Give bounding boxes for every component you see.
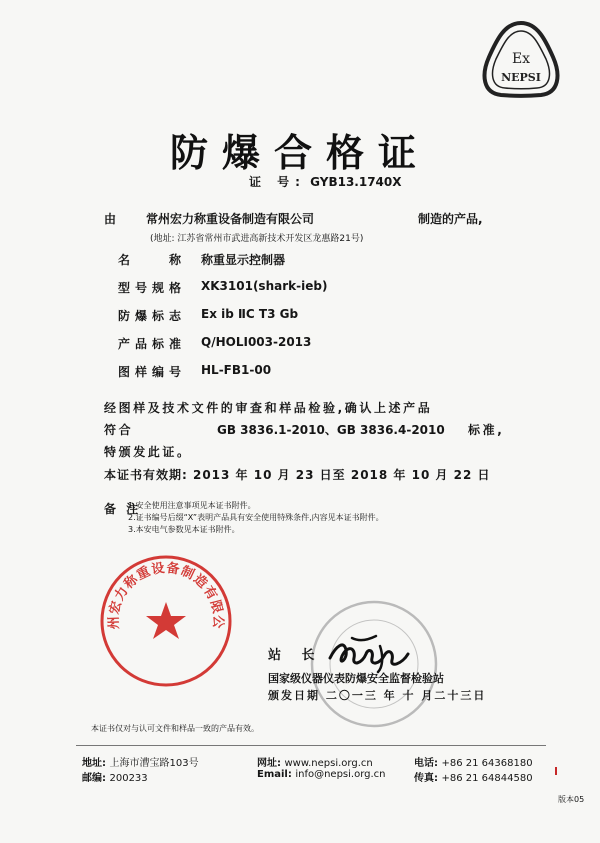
footer-website-label: 网址: xyxy=(257,758,281,769)
manufacturer-name: 常州宏力称重设备制造有限公司 xyxy=(146,212,315,226)
station-name: 国家级仪器仪表防爆安全监督检验站 xyxy=(268,672,444,685)
footer-zip xyxy=(82,769,148,784)
statement-line-2-suffix: 标准, xyxy=(468,423,505,437)
footer-phone-value: +86 21 64368180 xyxy=(441,758,533,769)
notes-list xyxy=(128,500,384,536)
field-value-standard: Q/HOLI003-2013 xyxy=(201,335,312,349)
certificate-number-label: 证 号: xyxy=(249,175,306,189)
footer-zip-label: 邮编: xyxy=(82,773,106,784)
footer-website-value: www.nepsi.org.cn xyxy=(284,758,373,769)
footer-phone-label: 电话: xyxy=(414,758,438,769)
statement-line-2-prefix: 符合 xyxy=(104,423,134,437)
statement-standards: GB 3836.1-2010、GB 3836.4-2010 xyxy=(217,423,445,437)
seal-text: 州宏力称重设备制造有限公 xyxy=(106,560,226,630)
issue-date: 颁发日期 二〇一三 年 十 月二十三日 xyxy=(268,689,487,702)
footer-fax-label: 传真: xyxy=(414,773,438,784)
validity-period: 本证书有效期: 2013 年 10 月 23 日至 2018 年 10 月 22 日 xyxy=(104,468,491,482)
logo-nepsi-text: NEPSI xyxy=(501,71,541,84)
manufactured-product-label: 制造的产品, xyxy=(418,212,483,226)
note-item: 1.安全使用注意事项见本证书附件。 xyxy=(128,501,256,510)
footer-address-value: 上海市漕宝路103号 xyxy=(109,758,199,769)
nepsi-logo-mark xyxy=(479,19,563,99)
footer-phone xyxy=(414,754,533,769)
disclaimer: 本证书仅对与认可文件和样品一致的产品有效。 xyxy=(91,724,259,733)
footer-fax xyxy=(414,769,533,784)
manufacturer-address: (地址: 江苏省常州市武进高新技术开发区龙惠路21号) xyxy=(150,234,364,244)
chief-signature xyxy=(322,628,422,676)
field-label-drawing-no: 图样编号 xyxy=(118,365,187,379)
field-value-ex-marking: Ex ib ⅡC T3 Gb xyxy=(201,307,299,321)
footer-email xyxy=(257,769,386,780)
field-label-name: 名 称 xyxy=(118,253,187,267)
statement-line-1: 经图样及技术文件的审查和样品检验,确认上述产品 xyxy=(104,401,433,415)
station-chief-label: 站 长 xyxy=(268,648,323,663)
footer-website xyxy=(257,754,373,769)
footer-email-value: info@nepsi.org.cn xyxy=(295,769,386,780)
field-label-standard: 产品标准 xyxy=(118,337,187,351)
statement-line-3: 特颁发此证。 xyxy=(104,445,192,459)
field-label-model: 型号规格 xyxy=(118,281,187,295)
footer-divider xyxy=(76,745,546,746)
field-label-ex-marking: 防爆标志 xyxy=(118,309,187,323)
field-value-model: XK3101(shark-ieb) xyxy=(201,279,328,293)
footer-zip-value: 200233 xyxy=(109,773,148,784)
issued-by-label: 由 xyxy=(104,212,117,226)
certificate-number-value: GYB13.1740X xyxy=(310,175,402,189)
notes-label: 备 注 xyxy=(104,502,142,516)
field-value-name: 称重显示控制器 xyxy=(201,253,286,267)
company-seal xyxy=(97,552,235,690)
footer-email-label: Email: xyxy=(257,769,292,780)
red-tick-mark xyxy=(555,767,557,775)
certificate-number xyxy=(249,173,402,190)
certificate-title: 防爆合格证 xyxy=(169,131,430,175)
nepsi-logo xyxy=(479,19,563,99)
footer-address-label: 地址: xyxy=(82,758,106,769)
note-item: 3.本安电气参数见本证书附件。 xyxy=(128,525,240,534)
field-value-drawing-no: HL-FB1-00 xyxy=(201,363,272,377)
footer-fax-value: +86 21 64844580 xyxy=(441,773,533,784)
note-item: 2.证书编号后缀“X”表明产品具有安全使用特殊条件,内容见本证书附件。 xyxy=(128,513,384,522)
logo-ex-text: Ex xyxy=(511,51,531,67)
footer-address xyxy=(82,754,199,769)
version-label: 版本05 xyxy=(558,795,585,804)
